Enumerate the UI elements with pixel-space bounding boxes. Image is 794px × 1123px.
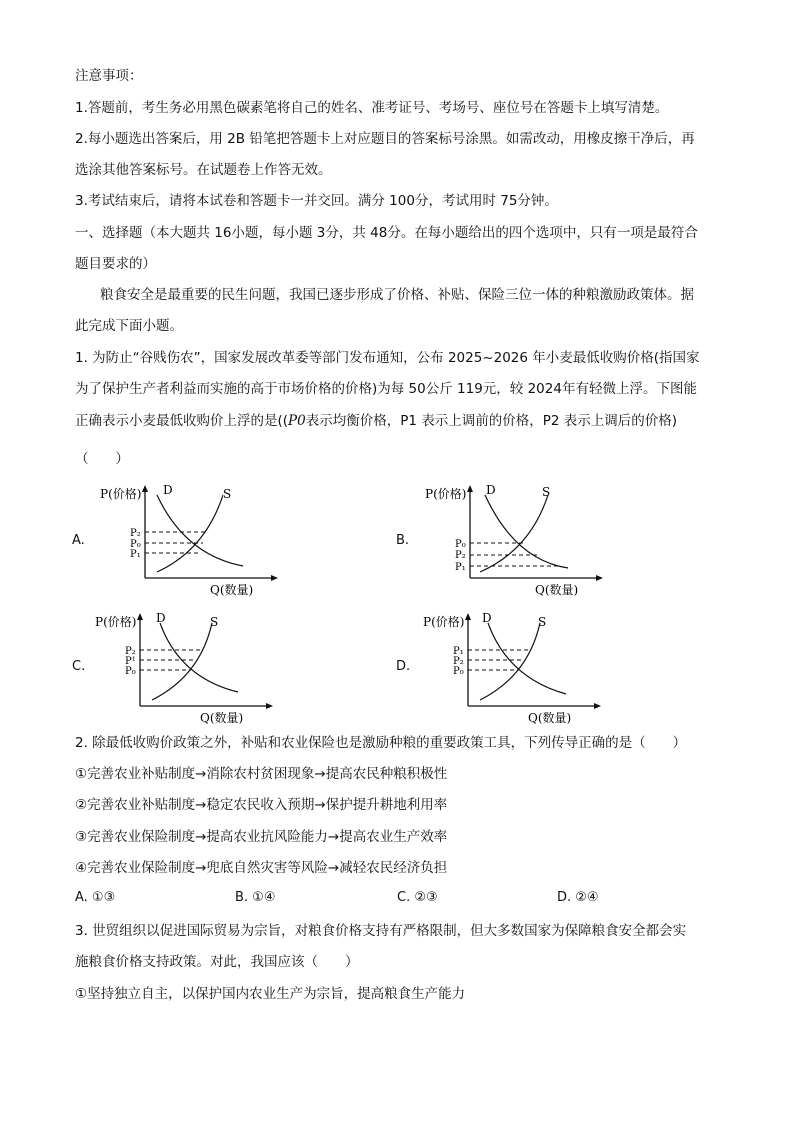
q2-option-d[interactable]: D. ②④ [557, 890, 599, 905]
notice-heading: 注意事项： [75, 68, 143, 84]
notice-item-3: 3.考试结束后，请将本试卷和答题卡一并交回。满分 100分，考试用时 75分钟。 [75, 193, 558, 209]
tick-label: P₁ [130, 549, 141, 560]
q2-item-3: ③完善农业保险制度→提高农业抗风险能力→提高农业生产效率 [75, 829, 448, 845]
q3-stem-line2: 施粮食价格支持政策。对此，我国应该（ ） [75, 954, 359, 970]
demand-label: D [482, 611, 492, 625]
option-a-label[interactable]: A. [72, 533, 85, 548]
q2-item-1: ①完善农业补贴制度→消除农村贫困现象→提高农民种粮积极性 [75, 766, 448, 782]
q2-option-c[interactable]: C. ②③ [397, 890, 438, 905]
notice-item-1: 1.答题前，考生务必用黑色碳素笔将自己的姓名、准考证号、考场号、座位号在答题卡上填写清楚。 [75, 100, 669, 116]
demand-curve [157, 495, 243, 566]
supply-label: S [210, 615, 219, 629]
x-axis-label: Q(数量) [535, 583, 579, 597]
graph-b [420, 480, 620, 600]
tick-label: P₀ [125, 666, 136, 677]
p0-symbol: P0 [288, 413, 306, 429]
x-axis-label: Q(数量) [200, 711, 244, 725]
tick-label: P₂ [453, 656, 464, 667]
supply-curve [152, 623, 212, 700]
demand-label: D [156, 611, 166, 625]
demand-curve [485, 495, 568, 568]
option-d-label[interactable]: D. [396, 659, 411, 674]
y-axis-label: P(价格) [95, 615, 137, 629]
supply-label: S [542, 485, 551, 499]
q1-stem-line1: 1. 为防止“谷贱伤农”，国家发展改革委等部门发布通知，公布 2025~2026 年小麦最低收购价格(指国家 [75, 350, 700, 366]
q1-stem-line3-b: 表示均衡价格，P1 表示上调前的价格，P2 表示上调后的价格) [305, 413, 678, 429]
intro-text-cont: 此完成下面小题。 [75, 318, 183, 334]
y-axis-label: P(价格) [423, 615, 465, 629]
tick-label: P₁ [455, 562, 466, 573]
supply-curve [157, 495, 223, 572]
supply-label: S [223, 487, 232, 501]
q2-item-4: ④完善农业保险制度→兜底自然灾害等风险→减轻农民经济负担 [75, 860, 448, 876]
supply-label: S [538, 615, 547, 629]
tick-label: P₁ [453, 646, 464, 657]
x-axis-label: Q(数量) [210, 583, 254, 597]
q3-item-1: ①坚持独立自主，以保护国内农业生产为宗旨，提高粮食生产能力 [75, 986, 466, 1002]
demand-curve [488, 623, 566, 694]
section-heading: 一、选择题（本大题共 16小题，每小题 3分，共 48分。在每小题给出的四个选项中，只有一项是最符合 [75, 225, 698, 241]
notice-item-2: 2.每小题选出答案后，用 2B 铅笔把答题卡上对应题目的答案标号涂黑。如需改动，用橡皮擦干净后，再 [75, 131, 695, 147]
graph-c [90, 608, 290, 728]
demand-label: D [163, 483, 173, 497]
tick-label: P₂ [130, 528, 141, 539]
q2-option-a[interactable]: A. ①③ [75, 890, 116, 905]
tick-label: P₀ [130, 539, 141, 550]
q1-blank: （ ） [75, 451, 129, 467]
notice-item-2-cont: 选涂其他答案标号。在试题卷上作答无效。 [75, 162, 332, 178]
intro-text: 粮食安全是最重要的民生问题，我国已逐步形成了价格、补贴、保险三位一体的种粮激励政策体。据 [100, 287, 694, 303]
q1-stem-line3 [75, 411, 677, 431]
option-b-label[interactable]: B. [396, 533, 410, 548]
x-axis-label: Q(数量) [528, 711, 572, 725]
q1-stem-line3-a: 正确表示小麦最低收购价上浮的是(( [75, 413, 289, 429]
graph-d [418, 608, 618, 728]
section-heading-cont: 题目要求的） [75, 256, 156, 272]
q2-item-2: ②完善农业补贴制度→稳定农民收入预期→保护提升耕地利用率 [75, 797, 448, 813]
tick-label: P¹ [125, 656, 136, 667]
demand-label: D [486, 483, 496, 497]
q2-option-b[interactable]: B. ①④ [235, 890, 276, 905]
tick-label: P₂ [125, 646, 136, 657]
tick-label: P₀ [455, 539, 466, 550]
q2-stem: 2. 除最低收购价政策之外，补贴和农业保险也是激励种粮的重要政策工具，下列传导正确的是（ ） [75, 735, 687, 751]
option-c-label[interactable]: C. [72, 659, 86, 674]
y-axis-label: P(价格) [100, 487, 142, 501]
y-axis-label: P(价格) [425, 487, 467, 501]
q1-stem-line2: 为了保护生产者利益而实施的高于市场价格的价格)为每 50公斤 119元，较 2024年有轻微上浮。下图能 [75, 381, 697, 397]
graph-a [95, 480, 295, 600]
tick-label: P₂ [455, 550, 466, 561]
q3-stem-line1: 3. 世贸组织以促进国际贸易为宗旨，对粮食价格支持有严格限制，但大多数国家为保障粮食安全都会实 [75, 923, 687, 939]
tick-label: P₀ [453, 666, 464, 677]
